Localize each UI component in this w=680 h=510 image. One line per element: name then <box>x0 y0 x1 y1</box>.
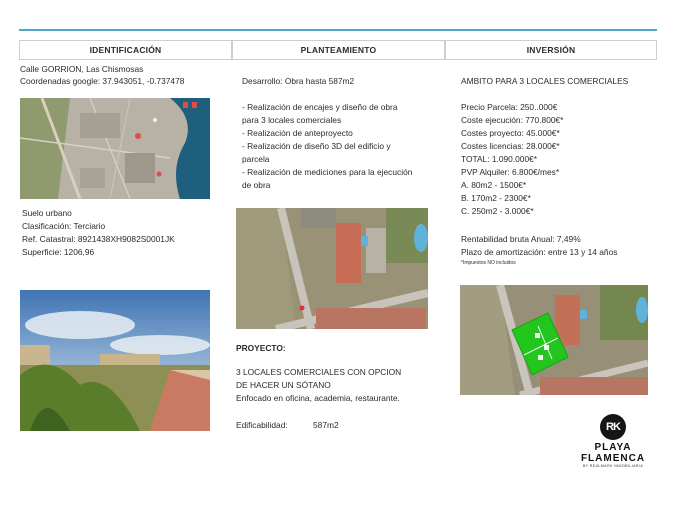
bullet-7: de obra <box>242 180 271 190</box>
suelo-text: Suelo urbano <box>22 208 72 218</box>
proyecto-line-2: DE HACER UN SÓTANO <box>236 380 331 390</box>
header-planteamiento: PLANTEAMIENTO <box>232 40 445 60</box>
inv-line-5: TOTAL: 1.090.000€* <box>461 154 538 164</box>
coords-text: Coordenadas google: 37.943051, -0.737478 <box>20 76 185 86</box>
superficie-text: Superficie: 1206,96 <box>22 247 95 257</box>
company-logo <box>568 414 658 472</box>
top-accent-line <box>19 29 657 31</box>
city-map-image <box>20 98 210 199</box>
bullet-1: - Realización de encajes y diseño de obra <box>242 102 398 112</box>
inv-line-4: Costes licencias: 28.000€* <box>461 141 560 151</box>
bullet-5: parcela <box>242 154 270 164</box>
bullet-4: - Realización de diseño 3D del edificio y <box>242 141 391 151</box>
plot-layout-image <box>460 285 648 395</box>
edificabilidad-value: 587m2 <box>313 420 339 430</box>
rk-logo-mark: RK <box>600 414 626 440</box>
aerial-plot-image <box>236 208 428 329</box>
clasificacion-text: Clasificación: Terciario <box>22 221 106 231</box>
bullet-3: - Realización de anteproyecto <box>242 128 353 138</box>
inv-line-2: Coste ejecución: 770.800€* <box>461 115 564 125</box>
plazo-text: Plazo de amortización: entre 13 y 14 años <box>461 247 618 257</box>
address-text: Calle GORRION, Las Chismosas <box>20 64 144 74</box>
site-photo-image <box>20 290 210 431</box>
inv-line-9: C. 250m2 - 3.000€* <box>461 206 534 216</box>
header-identificacion: IDENTIFICACIÓN <box>19 40 232 60</box>
proyecto-line-3: Enfocado en oficina, academia, restaurante. <box>236 393 400 403</box>
inv-line-6: PVP Alquiler: 6.800€/mes* <box>461 167 560 177</box>
header-inversion: INVERSIÓN <box>445 40 657 60</box>
inv-line-3: Costes proyecto: 45.000€* <box>461 128 560 138</box>
bullet-6: - Realización de mediciones para la ejecución <box>242 167 413 177</box>
proyecto-title: PROYECTO: <box>236 343 286 353</box>
bullet-2: para 3 locales comerciales <box>242 115 342 125</box>
edificabilidad-label: Edificabilidad: <box>236 420 288 430</box>
desarrollo-text: Desarrollo: Obra hasta 587m2 <box>242 76 355 86</box>
logo-line-2: FLAMENCA <box>580 453 646 464</box>
ambito-text: AMBITO PARA 3 LOCALES COMERCIALES <box>461 76 629 86</box>
logo-line-1: PLAYA <box>594 442 632 453</box>
inv-line-7: A. 80m2 - 1500€* <box>461 180 527 190</box>
impuestos-note: *Impuestos NO incluidos <box>461 260 516 266</box>
logo-line-3: BY REALMARK INMOBILIARIA <box>582 464 644 468</box>
rentabilidad-text: Rentabilidad bruta Anual: 7,49% <box>461 234 581 244</box>
inv-line-8: B. 170m2 - 2300€* <box>461 193 531 203</box>
ref-catastral-text: Ref. Catastral: 8921438XH9082S0001JK <box>22 234 175 244</box>
proyecto-line-1: 3 LOCALES COMERCIALES CON OPCION <box>236 367 402 377</box>
inv-line-1: Precio Parcela: 250..000€ <box>461 102 558 112</box>
